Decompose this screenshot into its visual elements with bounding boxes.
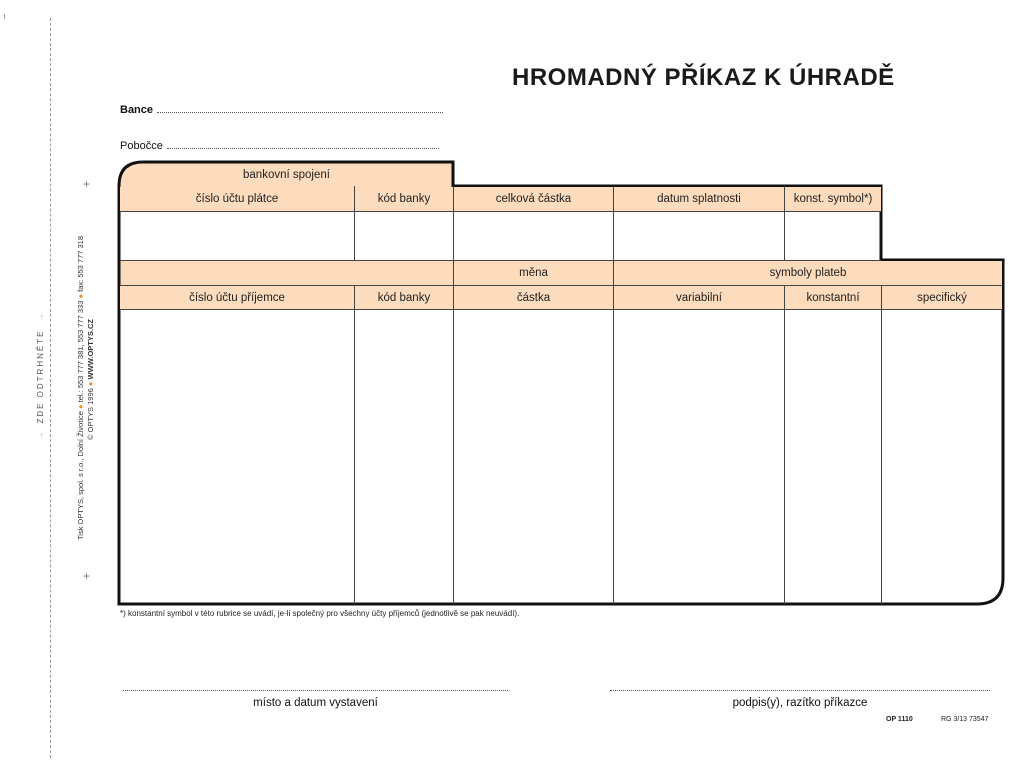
printer-fax: fax: 553 777 318 bbox=[76, 235, 85, 292]
form-code: OP 1110 bbox=[886, 716, 913, 723]
printer-copyright bbox=[86, 319, 95, 440]
bullet-icon: ● bbox=[86, 381, 95, 387]
payer-bank-code-cell[interactable] bbox=[355, 212, 453, 260]
branch-label: Pobočce bbox=[120, 140, 163, 152]
place-date-line[interactable] bbox=[123, 690, 508, 691]
signature-line[interactable] bbox=[610, 690, 990, 691]
registration-mark-bottom: + bbox=[83, 569, 91, 583]
footnote: *) konstantní symbol v této rubrice se uvádí, je-li společný pro všechny účty příjemců (jednotlivě se pak neuvádí). bbox=[120, 609, 520, 618]
constant-symbol-column[interactable] bbox=[785, 310, 881, 602]
variable-symbol-column[interactable] bbox=[614, 310, 784, 602]
printer-info bbox=[76, 236, 85, 540]
tear-off-label bbox=[36, 313, 45, 440]
total-amount-cell[interactable] bbox=[454, 212, 613, 260]
place-date-label: místo a datum vystavení bbox=[253, 697, 378, 709]
payer-account-cell[interactable] bbox=[120, 212, 354, 260]
branch-dotted-line bbox=[167, 139, 439, 149]
arrow-right-icon: → bbox=[36, 432, 45, 440]
bank-label: Bance bbox=[120, 104, 154, 116]
amount-header: částka bbox=[454, 286, 613, 309]
amount-column[interactable] bbox=[454, 310, 613, 602]
constant-symbol-header: konst. symbol*) bbox=[785, 187, 881, 211]
bullet-icon: ● bbox=[76, 293, 85, 299]
currency-header: měna bbox=[454, 261, 613, 285]
bank-connection-header: bankovní spojení bbox=[243, 169, 330, 181]
payee-bank-code-column[interactable] bbox=[355, 310, 453, 602]
due-date-cell[interactable] bbox=[614, 212, 784, 260]
payer-bank-code-header: kód banky bbox=[355, 187, 453, 211]
payer-account-header: číslo účtu plátce bbox=[120, 187, 354, 211]
branch-field bbox=[120, 139, 439, 152]
constant-symbol-cell[interactable] bbox=[785, 212, 881, 260]
printer-website: WWW.OPTYS.CZ bbox=[86, 319, 95, 380]
bank-dotted-line bbox=[157, 103, 443, 113]
payee-bank-code-header: kód banky bbox=[355, 286, 453, 309]
payee-account-header: číslo účtu příjemce bbox=[120, 286, 354, 309]
bullet-icon: ● bbox=[76, 404, 85, 409]
arrow-right-icon: → bbox=[36, 313, 45, 322]
registration-mark-top: + bbox=[83, 177, 91, 191]
tear-off-line bbox=[50, 18, 51, 758]
payment-symbols-header: symboly plateb bbox=[614, 261, 1002, 285]
specific-symbol-header: specifický bbox=[882, 286, 1002, 309]
signature-label: podpis(y), razítko příkazce bbox=[732, 697, 868, 709]
printer-phone: tel.: 553 777 381, 553 777 333 bbox=[76, 300, 85, 403]
corner-tick bbox=[4, 14, 5, 19]
due-date-header: datum splatnosti bbox=[614, 187, 784, 211]
bank-field bbox=[120, 103, 443, 116]
payment-table bbox=[117, 160, 1005, 606]
copyright-text: © OPTYS 1996 bbox=[86, 388, 95, 440]
tear-off-text: ZDE ODTRHNĚTE bbox=[36, 329, 45, 424]
printer-name: Tisk OPTYS, spol. s r.o., Dolní Životice bbox=[76, 411, 85, 540]
variable-symbol-header: variabilní bbox=[614, 286, 784, 309]
constant-header: konstantní bbox=[785, 286, 881, 309]
specific-symbol-column[interactable] bbox=[882, 310, 1000, 602]
payee-account-column[interactable] bbox=[120, 310, 354, 602]
total-amount-header: celková částka bbox=[454, 187, 613, 211]
form-revision: RG 3/13 73547 bbox=[941, 716, 989, 723]
form-title: HROMADNÝ PŘÍKAZ K ÚHRADĚ bbox=[512, 64, 895, 91]
